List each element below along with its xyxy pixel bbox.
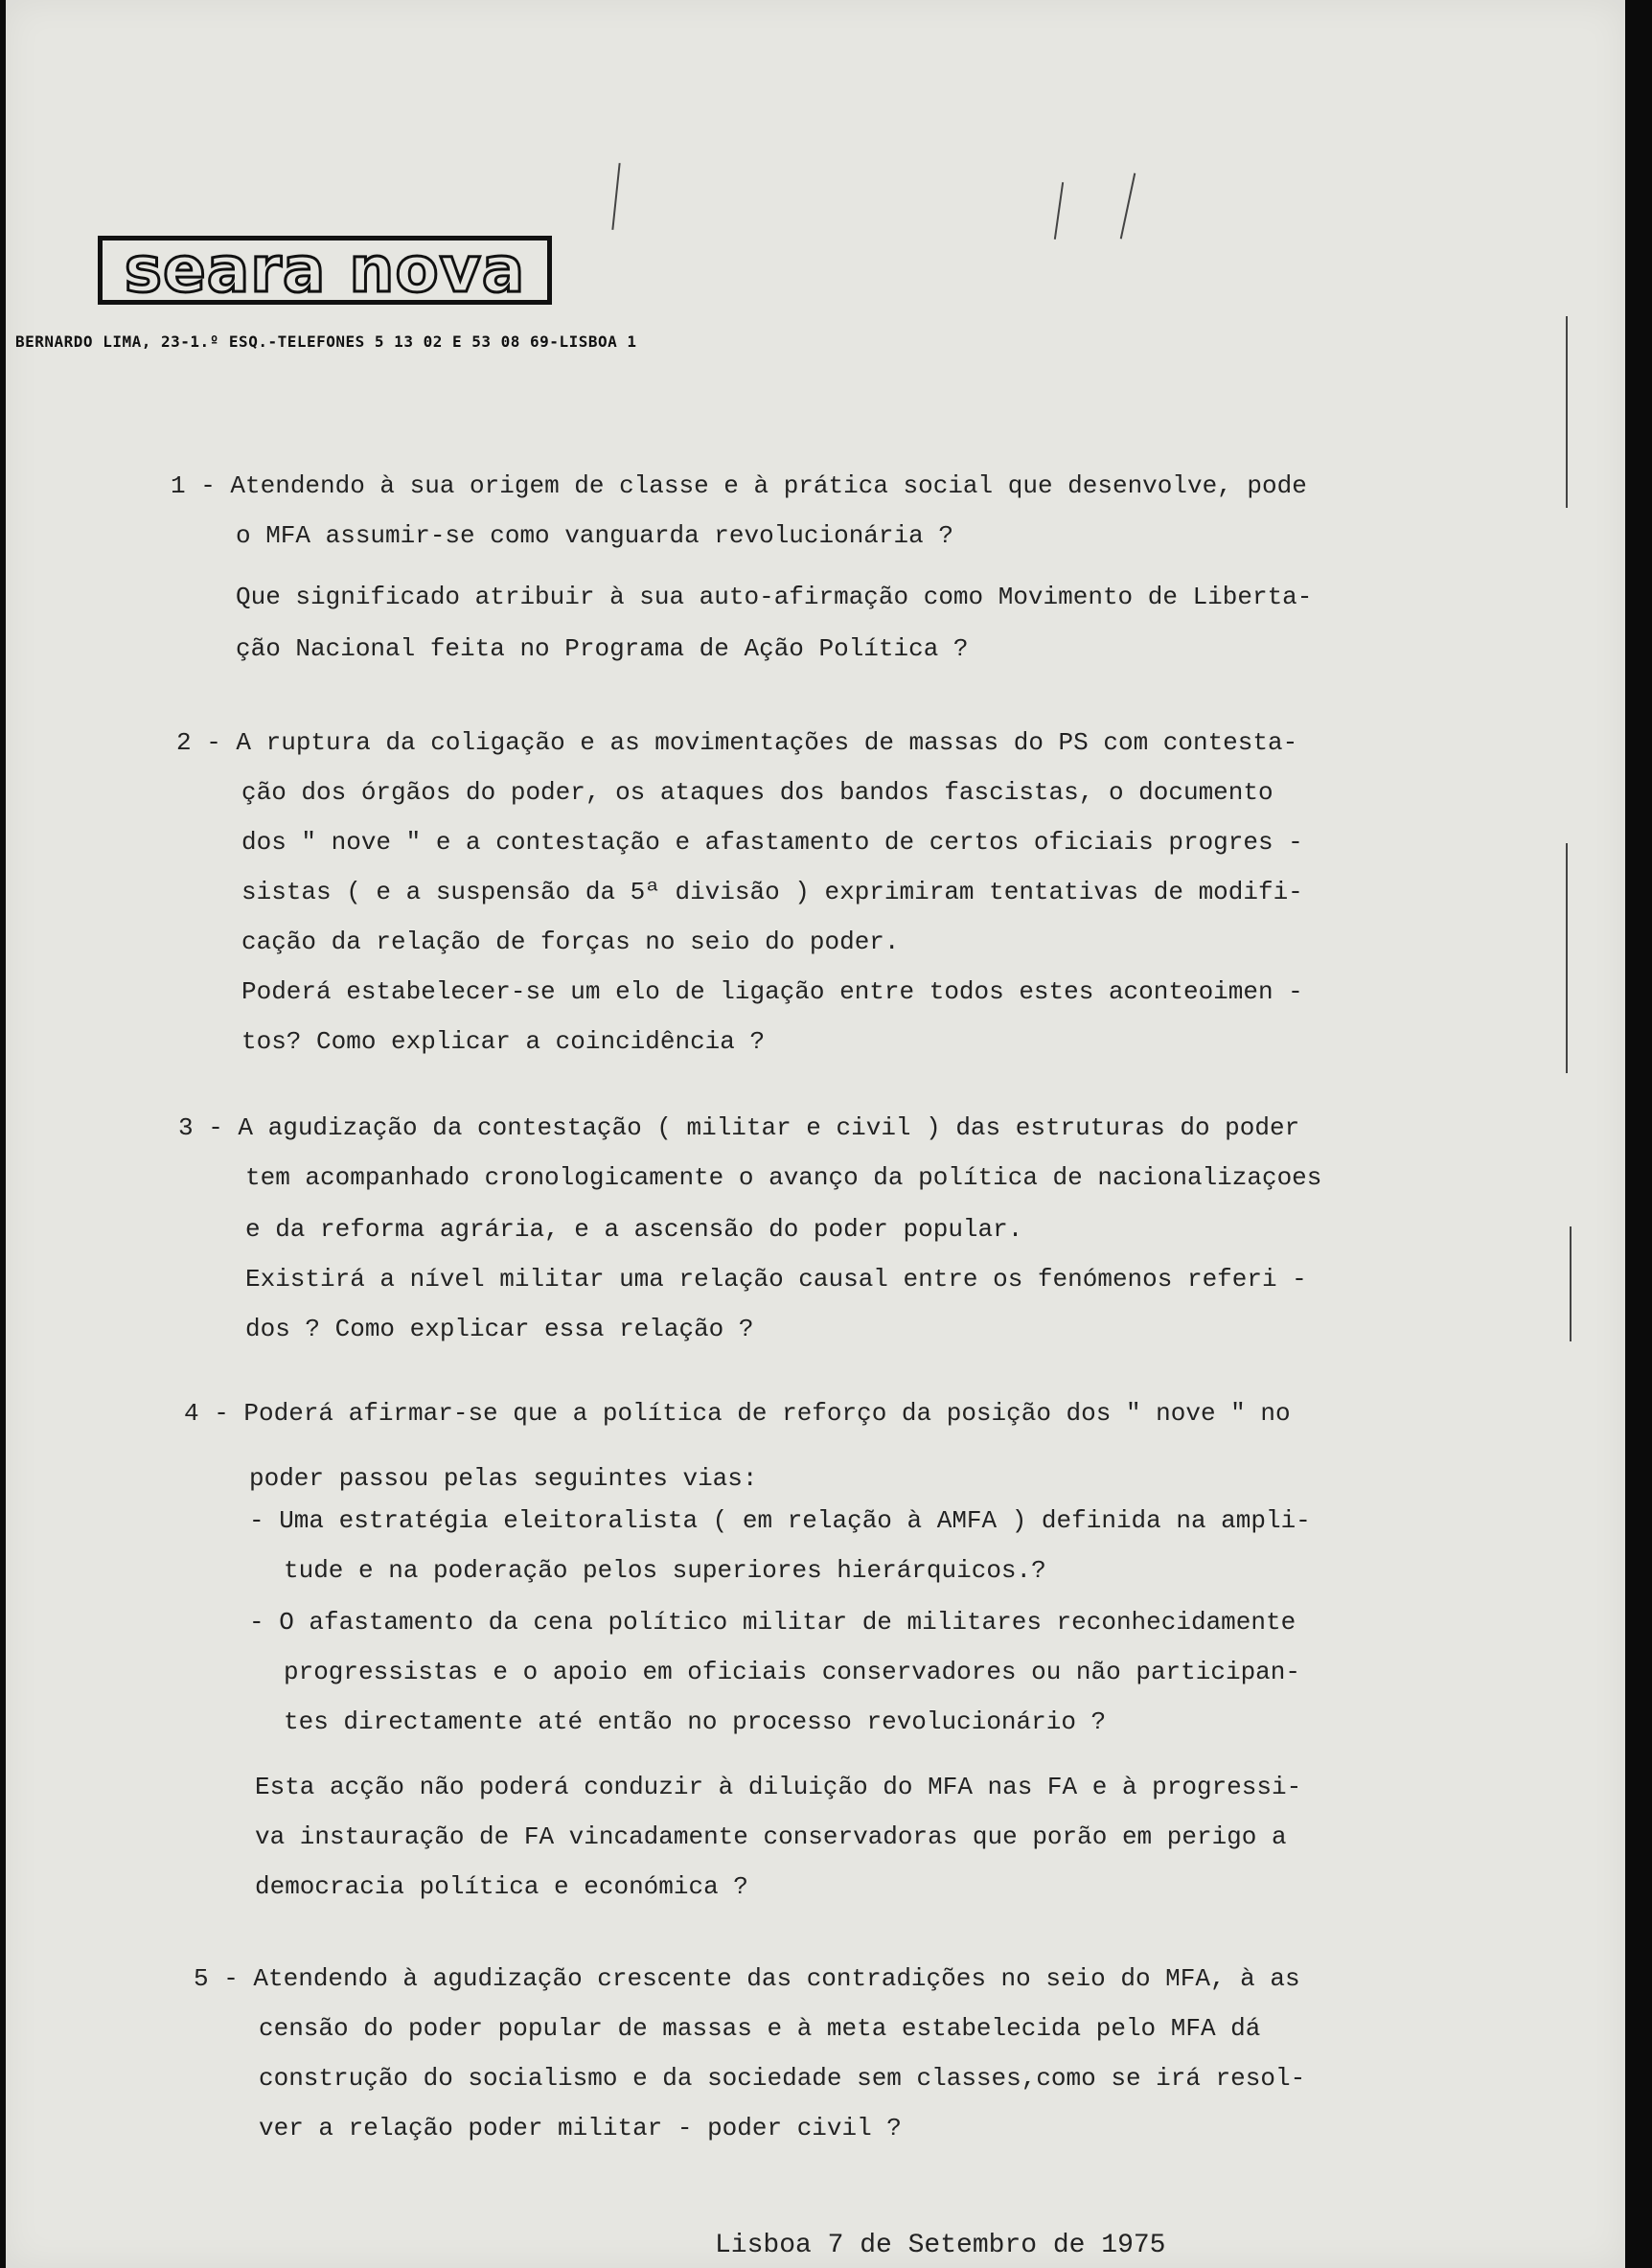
q3-line-3: e da reforma agrária, e a ascensão do poder popular. <box>245 1215 1023 1244</box>
q4-line-6: progressistas e o apoio em oficiais conservadores ou não participan- <box>284 1658 1300 1686</box>
q4-line-10: democracia política e económica ? <box>255 1872 748 1901</box>
document-page <box>6 0 1625 2268</box>
pen-mark <box>1054 182 1064 240</box>
q2-line-6: Poderá estabelecer-se um elo de ligação entre todos estes aconteoimen - <box>241 977 1303 1006</box>
q4-line-4: tude e na poderação pelos superiores hierárquicos.? <box>284 1556 1046 1585</box>
q2-line-7: tos? Como explicar a coincidência ? <box>241 1027 766 1056</box>
q3-line-4: Existirá a nível militar uma relação causal entre os fenómenos referi - <box>245 1265 1307 1294</box>
q4-line-8: Esta acção não poderá conduzir à diluição do MFA nas FA e à progressi- <box>255 1773 1302 1801</box>
q4-line-7: tes directamente até então no processo revolucionário ? <box>284 1707 1107 1736</box>
pen-mark <box>1570 1226 1572 1341</box>
q4-line-2: poder passou pelas seguintes vias: <box>249 1464 758 1493</box>
q3-line-2: tem acompanhado cronologicamente o avanço da política de nacionalizaçoes <box>245 1163 1322 1192</box>
q1-line-3: Que significado atribuir à sua auto-afirmação como Movimento de Liberta- <box>236 583 1313 611</box>
q4-line-5: - O afastamento da cena político militar de militares reconhecidamente <box>249 1608 1296 1637</box>
q1-line-2: o MFA assumir-se como vanguarda revolucionária ? <box>236 521 953 550</box>
q5-line-3: construção do socialismo e da sociedade sem classes,como se irá resol- <box>259 2064 1306 2093</box>
q2-line-1: 2 - A ruptura da coligação e as movimentações de massas do PS com contesta- <box>176 728 1298 757</box>
q3-line-5: dos ? Como explicar essa relação ? <box>245 1315 754 1343</box>
letterhead-address: BERNARDO LIMA, 23-1.º ESQ.-TELEFONES 5 13 02 E 53 08 69-LISBOA 1 <box>15 332 637 351</box>
q4-line-1: 4 - Poderá afirmar-se que a política de reforço da posição dos " nove " no <box>184 1399 1291 1428</box>
seara-nova-logo <box>98 233 552 307</box>
q5-line-2: censão do poder popular de massas e à meta estabelecida pelo MFA dá <box>259 2014 1261 2043</box>
q5-line-4: ver a relação poder militar - poder civil ? <box>259 2114 902 2142</box>
pen-mark <box>1120 173 1136 240</box>
q2-line-3: dos " nove " e a contestação e afastamento de certos oficiais progres - <box>241 828 1303 857</box>
q4-line-9: va instauração de FA vincadamente conservadoras que porão em perigo a <box>255 1822 1287 1851</box>
date-footer: Lisboa 7 de Setembro de 1975 <box>715 2231 1166 2260</box>
q2-line-5: cação da relação de forças no seio do poder. <box>241 928 900 956</box>
pen-mark <box>611 163 620 230</box>
q5-line-1: 5 - Atendendo à agudização crescente das contradições no seio do MFA, à as <box>194 1964 1300 1993</box>
q2-line-4: sistas ( e a suspensão da 5ª divisão ) exprimiram tentativas de modifi- <box>241 878 1303 906</box>
logo-text: seara nova <box>124 233 526 307</box>
pen-mark <box>1566 843 1568 1073</box>
pen-mark <box>1566 316 1568 508</box>
q1-line-4: ção Nacional feita no Programa de Ação Política ? <box>236 634 969 663</box>
q3-line-1: 3 - A agudização da contestação ( militar e civil ) das estruturas do poder <box>178 1113 1300 1142</box>
q4-line-3: - Uma estratégia eleitoralista ( em relação à AMFA ) definida na ampli- <box>249 1506 1311 1535</box>
q1-line-1: 1 - Atendendo à sua origem de classe e à prática social que desenvolve, pode <box>171 471 1307 500</box>
q2-line-2: ção dos órgãos do poder, os ataques dos bandos fascistas, o documento <box>241 778 1273 807</box>
